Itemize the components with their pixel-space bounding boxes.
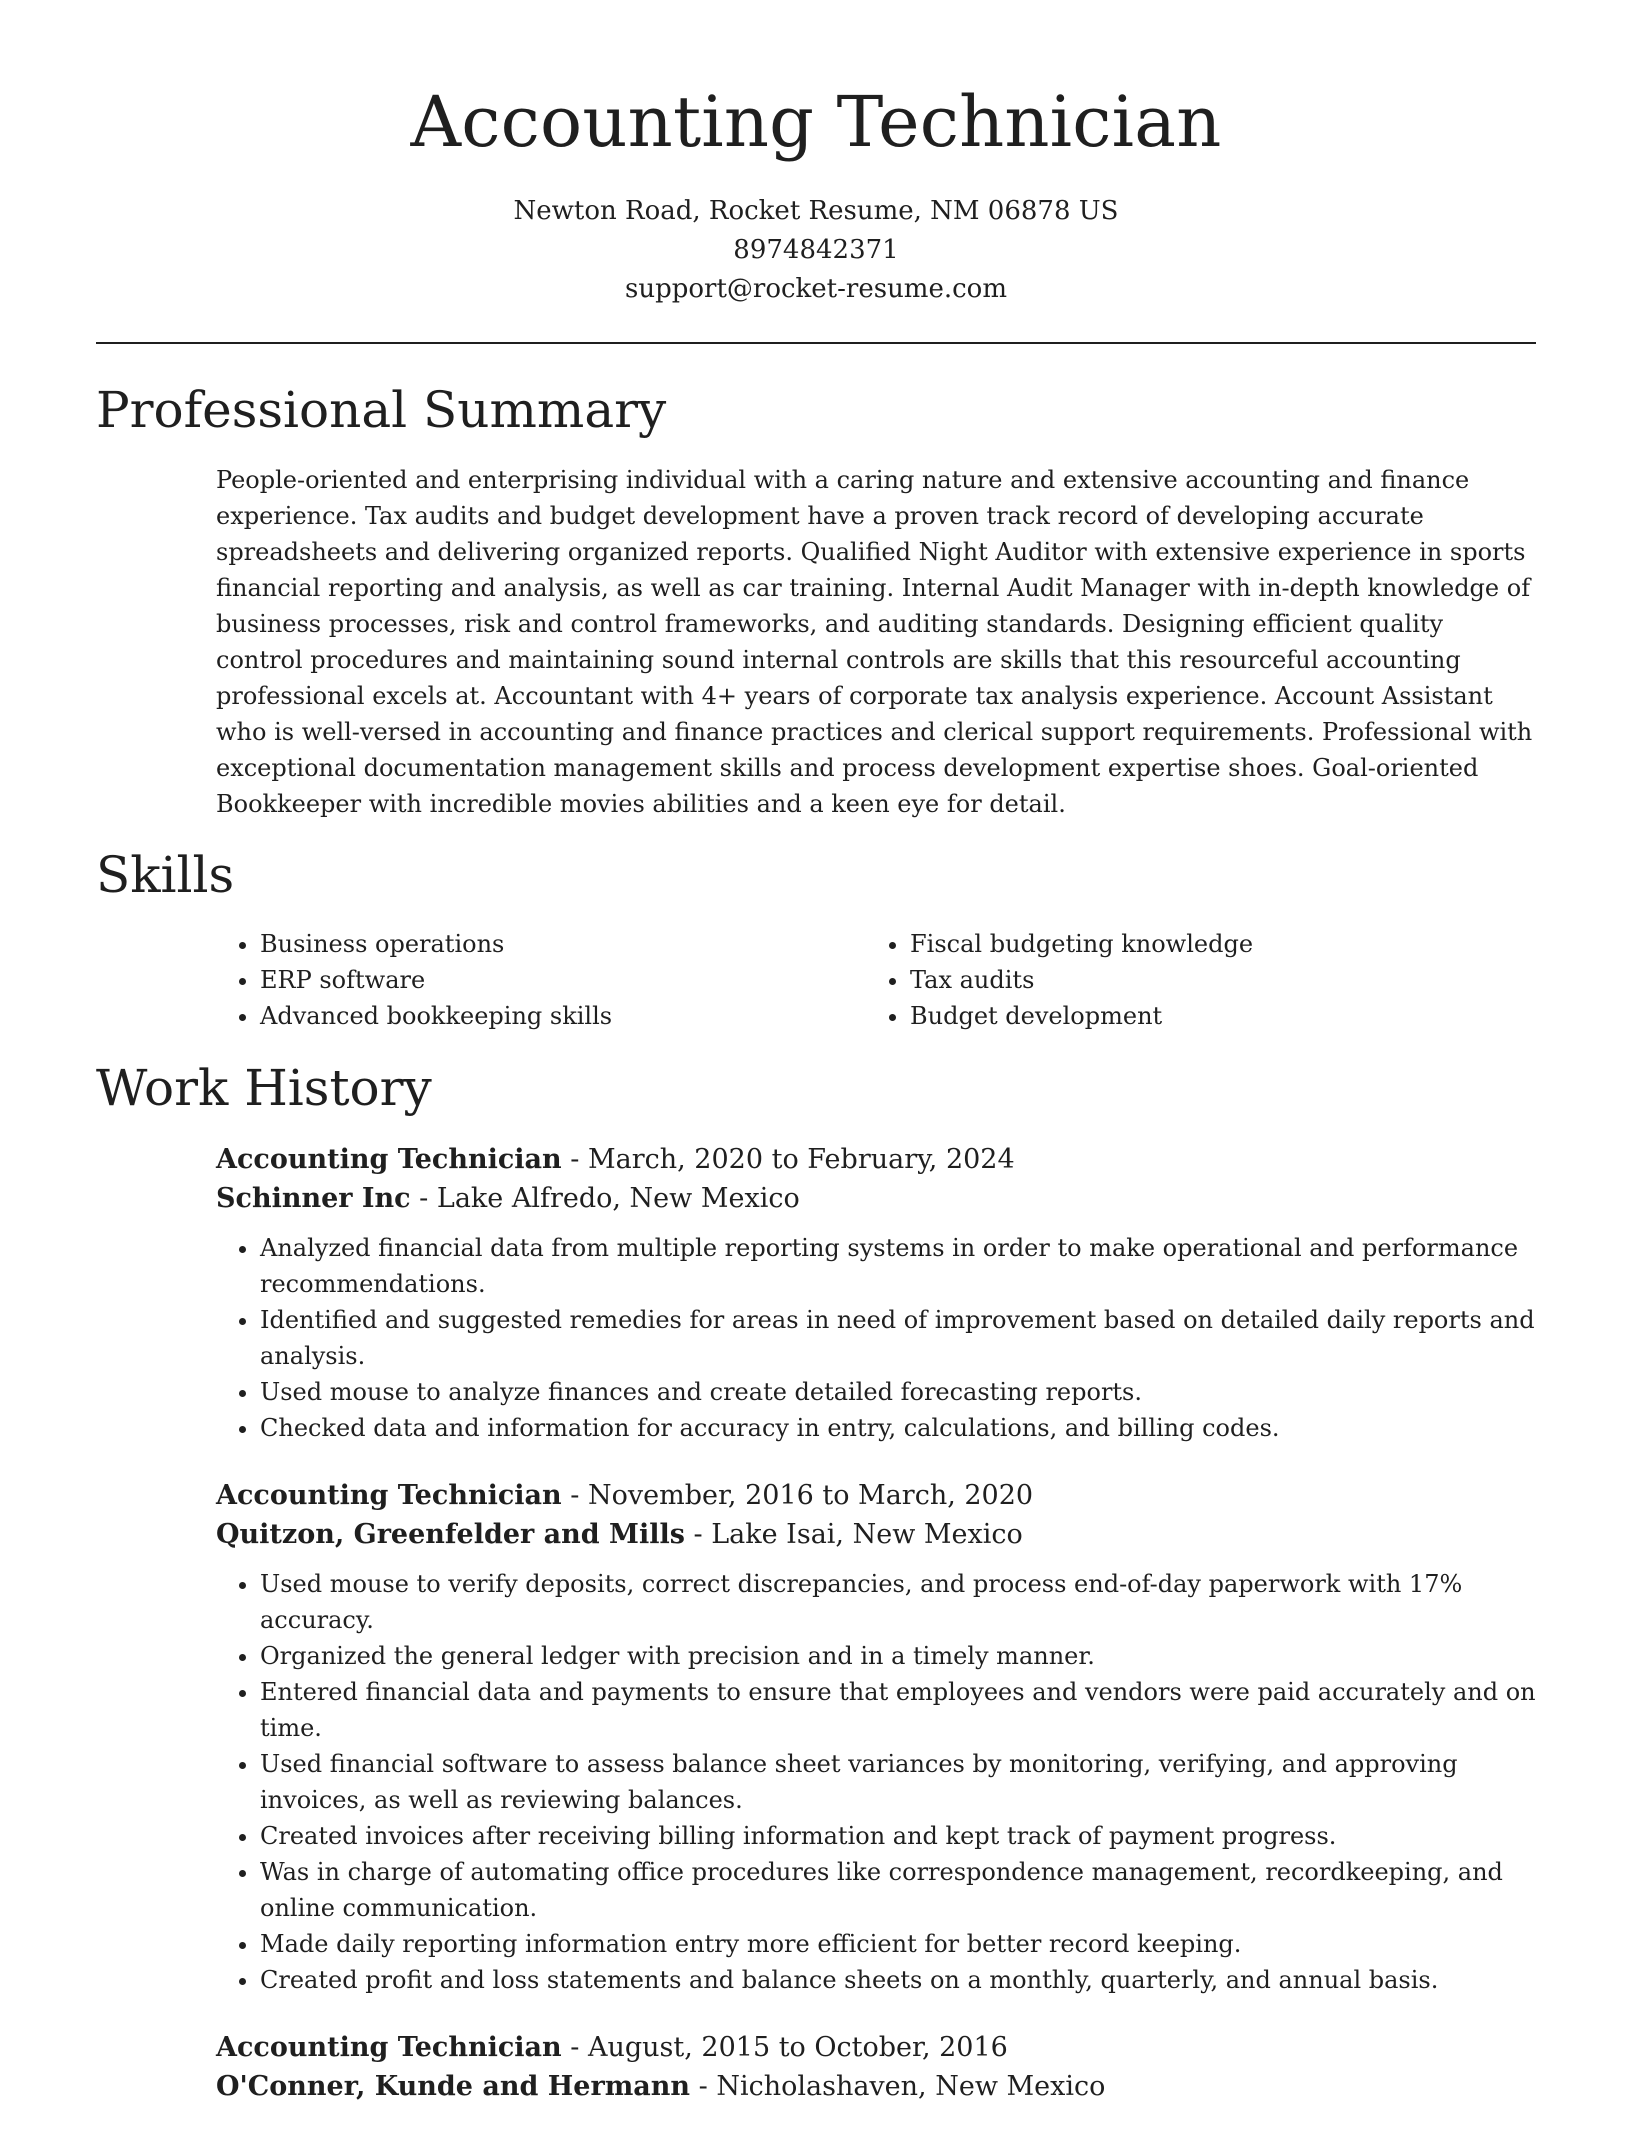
job-company-line (216, 1515, 1536, 1554)
skill-item: • Advanced bookkeeping skills (260, 998, 866, 1034)
job-company-line (216, 1179, 1536, 1218)
skills-column-left (216, 926, 866, 1034)
job-location: Lake Alfredo, New Mexico (436, 1183, 800, 1214)
job-dates: November, 2016 to March, 2020 (587, 1480, 1034, 1511)
contact-block (0, 192, 1632, 309)
job-dates: March, 2020 to February, 2024 (587, 1144, 1015, 1175)
job-location: Nicholashaven, New Mexico (716, 2071, 1106, 2102)
job-separator: - (410, 1183, 437, 1214)
page-title: Accounting Technician (410, 81, 1222, 163)
job-bullet: • Was in charge of automating office procedures like correspondence management, recordkeeping, and online communication. (260, 1854, 1536, 1926)
job-bullet: • Made daily reporting information entry more efficient for better record keeping. (260, 1926, 1536, 1962)
job-title-line (216, 1140, 1536, 1179)
skills-list (216, 926, 1536, 1034)
job-dates: August, 2015 to October, 2016 (587, 2032, 1008, 2063)
section-heading-skills: Skills (96, 846, 235, 904)
section-heading-work-history: Work History (96, 1059, 432, 1117)
job-bullet: • Used mouse to verify deposits, correct discrepancies, and process end-of-day paperwork with 17% accuracy. (260, 1566, 1536, 1638)
work-history-list (216, 1140, 1536, 2136)
skill-item: • Fiscal budgeting knowledge (910, 926, 1516, 962)
job-bullet: • Entered financial data and payments to ensure that employees and vendors were paid accurately and on time. (260, 1674, 1536, 1746)
job-location: Lake Isai, New Mexico (711, 1519, 1023, 1550)
summary-text: People-oriented and enterprising individual with a caring nature and extensive accounting and finance experience. Tax audits and budget development have a proven track record of developing accurate spreadsheets and delivering organized reports. Qualified Night Auditor with extensive experience in sports financial reporting and analysis, as well as car training. Internal Audit Manager with in-depth knowledge of business processes, risk and control frameworks, and auditing standards. Designing efficient quality control procedures and maintaining sound internal controls are skills that this resourceful accounting professional excels at. Accountant with 4+ years of corporate tax analysis experience. Account Assistant who is well-versed in accounting and finance practices and clerical support requirements. Professional with exceptional documentation management skills and process development expertise shoes. Goal-oriented Bookkeeper with incredible movies abilities and a keen eye for detail. (216, 466, 1533, 818)
section-heading-summary: Professional Summary (96, 381, 667, 439)
job-separator: - (561, 1144, 588, 1175)
job-bullet-list (216, 1566, 1536, 1998)
job-company: O'Conner, Kunde and Hermann (216, 2071, 691, 2102)
contact-email: support@rocket-resume.com (624, 274, 1007, 304)
job-bullet: • Organized the general ledger with precision and in a timely manner. (260, 1638, 1536, 1674)
job-title-line (216, 2028, 1536, 2067)
job-bullet: • Identified and suggested remedies for areas in need of improvement based on detailed daily reports and analysis. (260, 1302, 1536, 1374)
job-separator: - (561, 2032, 588, 2063)
job-bullet: • Used financial software to assess balance sheet variances by monitoring, verifying, and approving invoices, as well as reviewing balances. (260, 1746, 1536, 1818)
job-bullet-list (216, 1230, 1536, 1446)
contact-address: Newton Road, Rocket Resume, NM 06878 US (513, 196, 1119, 226)
job-bullet: • Used mouse to analyze finances and create detailed forecasting reports. (260, 1374, 1536, 1410)
job-bullet: • Created invoices after receiving billing information and kept track of payment progress. (260, 1818, 1536, 1854)
job-entry (216, 1476, 1536, 1998)
header-divider (96, 342, 1536, 344)
job-title: Accounting Technician (216, 1144, 562, 1175)
job-company: Schinner Inc (216, 1183, 411, 1214)
contact-phone: 8974842371 (733, 235, 899, 265)
job-company: Quitzon, Greenfelder and Mills (216, 1519, 685, 1550)
skill-item: • Business operations (260, 926, 866, 962)
job-bullet: • Created profit and loss statements and balance sheets on a monthly, quarterly, and annual basis. (260, 1962, 1536, 1998)
skill-item: • Tax audits (910, 962, 1516, 998)
job-title: Accounting Technician (216, 1480, 562, 1511)
job-title: Accounting Technician (216, 2032, 562, 2063)
job-separator: - (561, 1480, 588, 1511)
job-company-line (216, 2067, 1536, 2106)
skills-column-right (866, 926, 1516, 1034)
job-entry (216, 1140, 1536, 1446)
job-bullet: • Analyzed financial data from multiple reporting systems in order to make operational and performance recommendations. (260, 1230, 1536, 1302)
job-bullet: • Checked data and information for accuracy in entry, calculations, and billing codes. (260, 1410, 1536, 1446)
job-separator: - (690, 2071, 717, 2102)
job-entry (216, 2028, 1536, 2106)
job-title-line (216, 1476, 1536, 1515)
skill-item: • Budget development (910, 998, 1516, 1034)
skill-item: • ERP software (260, 962, 866, 998)
job-separator: - (684, 1519, 712, 1550)
